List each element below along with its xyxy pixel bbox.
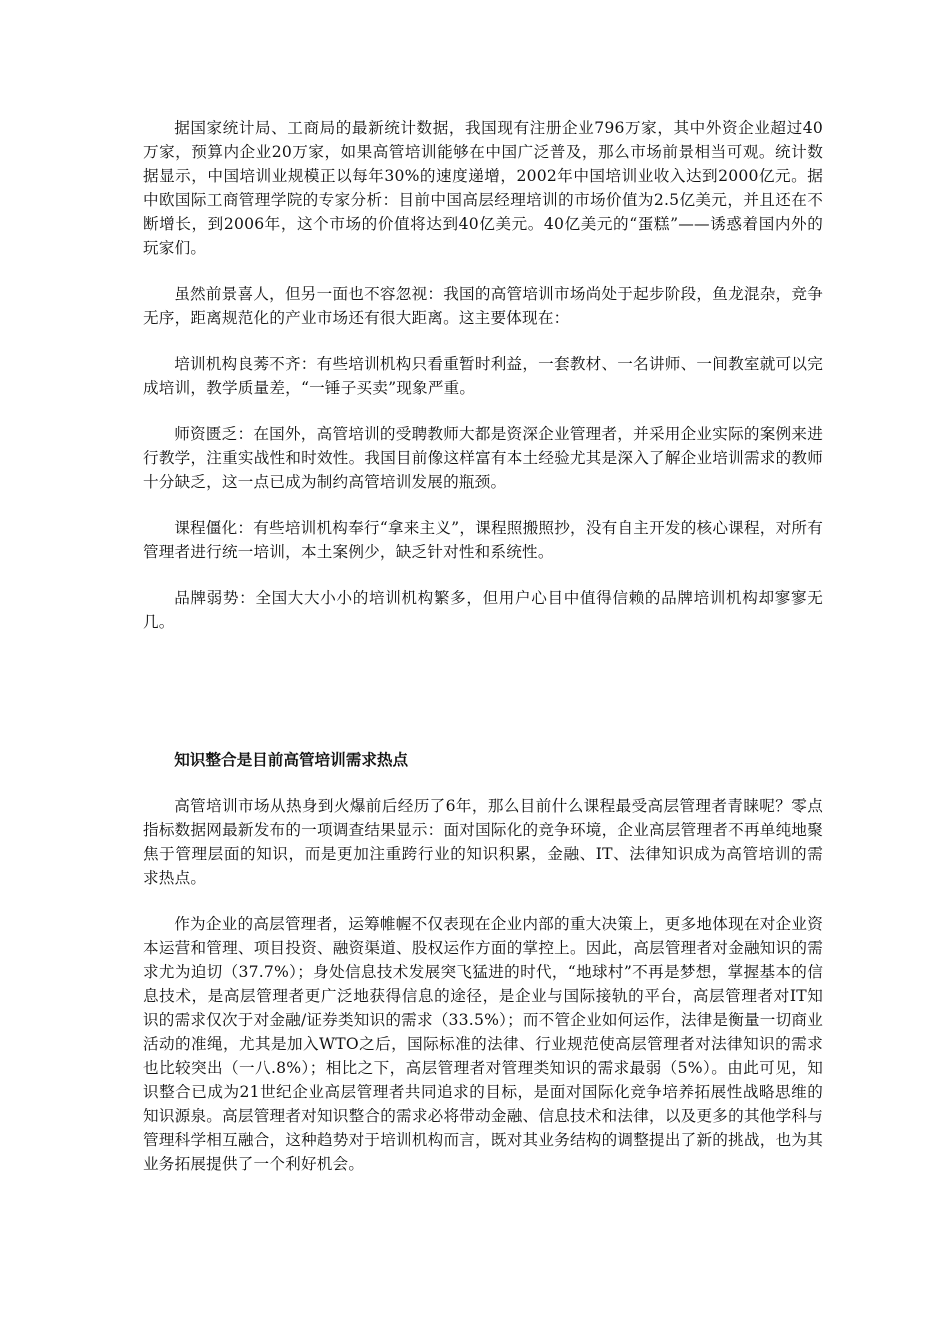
paragraph-teacher-shortage: 师资匮乏：在国外，高管培训的受聘教师大都是资深企业管理者，并采用企业实际的案例来进行教学，注重实战性和时效性。我国目前像这样富有本土经验尤其是深入了解企业培训需求的教师十分缺乏，这一点已成为制约高管培训发展的瓶颈。: [143, 425, 823, 491]
paragraph-market-statistics: 据国家统计局、工商局的最新统计数据，我国现有注册企业796万家，其中外资企业超过40万家，预算内企业20万家，如果高管培训能够在中国广泛普及，那么市场前景相当可观。统计数据显示，中国培训业规模正以每年30%的速度递增，2002年中国培训业收入达到2000亿元。据中欧国际工商管理学院的专家分析：目前中国高层经理培训的市场价值为2.5亿美元，并且还在不断增长，到2006年，这个市场的价值将达到40亿美元。40亿美元的“蛋糕”——诱惑着国内外的玩家们。: [143, 119, 823, 257]
paragraph-institution-quality: 培训机构良莠不齐：有些培训机构只看重暂时利益，一套教材、一名讲师、一间教室就可以完成培训，教学质量差，“一锤子买卖”现象严重。: [143, 355, 823, 397]
paragraph-training-demand-survey: 高管培训市场从热身到火爆前后经历了6年，那么目前什么课程最受高层管理者青睐呢？零点指标数据网最新发布的一项调查结果显示：面对国际化的竞争环境，企业高层管理者不再单纯地聚焦于管理层面的知识，而是更加注重跨行业的知识积累，金融、IT、法律知识成为高管培训的需求热点。: [143, 797, 823, 887]
paragraph-weak-brands: 品牌弱势：全国大大小小的培训机构繁多，但用户心目中值得信赖的品牌培训机构却寥寥无几。: [143, 589, 823, 631]
document-body: [143, 116, 823, 1198]
section-heading: 知识整合是目前高管培训需求热点: [174, 751, 409, 769]
section-spacer: [143, 656, 823, 748]
paragraph-knowledge-integration: 作为企业的高层管理者，运筹帷幄不仅表现在企业内部的重大决策上，更多地体现在对企业资本运营和管理、项目投资、融资渠道、股权运作方面的掌控上。因此，高层管理者对金融知识的需求尤为迫切（37.7%）；身处信息技术发展突飞猛进的时代，“地球村”不再是梦想，掌握基本的信息技术，是高层管理者更广泛地获得信息的途径，是企业与国际接轨的平台，高层管理者对IT知识的需求仅次于对金融/证券类知识的需求（33.5%）；而不管企业如何运作，法律是衡量一切商业活动的准绳，尤其是加入WTO之后，国际标准的法律、行业规范使高层管理者对法律知识的需求也比较突出（一八.8%）；相比之下，高层管理者对管理类知识的需求最弱（5%）。由此可见，知识整合已成为21世纪企业高层管理者共同追求的目标，是面对国际化竞争培养拓展性战略思维的知识源泉。高层管理者对知识整合的需求必将带动金融、信息技术和法律，以及更多的其他学科与管理科学相互融合，这种趋势对于培训机构而言，既对其业务结构的调整提出了新的挑战，也为其业务拓展提供了一个利好机会。: [143, 915, 823, 1173]
paragraph-market-problems-intro: 虽然前景喜人，但另一面也不容忽视：我国的高管培训市场尚处于起步阶段，鱼龙混杂，竞争无序，距离规范化的产业市场还有很大距离。这主要体现在：: [143, 285, 823, 327]
paragraph-rigid-curriculum: 课程僵化：有些培训机构奉行“拿来主义”，课程照搬照抄，没有自主开发的核心课程，对所有管理者进行统一培训，本土案例少，缺乏针对性和系统性。: [143, 519, 823, 561]
